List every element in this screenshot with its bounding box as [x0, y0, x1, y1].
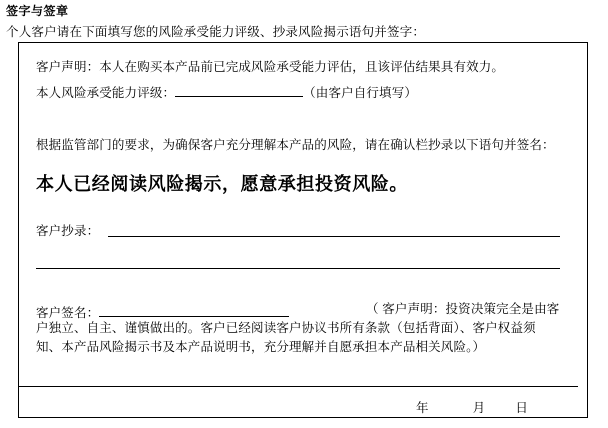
- intro-instruction: 个人客户请在下面填写您的风险承受能力评级、抄录风险揭示语句并签字：: [6, 25, 426, 39]
- confirm-paragraph: （ 客户声明：投资决策完全是由客户独立、自主、谨慎做出的。客户已经阅读客户协议书所有条款（包括背面）、客户权益须知、本产品风险揭示书及本产品说明书，充分理解并自愿承担本产品相关风险。）: [36, 302, 560, 354]
- signature-label: 客户签名：: [36, 306, 100, 320]
- transcribe-label: 客户抄录：: [36, 224, 100, 238]
- transcribe-line-2[interactable]: [36, 268, 560, 269]
- date-day-label: 日: [515, 401, 528, 415]
- transcribe-row: [36, 222, 99, 240]
- date-year-label: 年: [416, 401, 429, 415]
- customer-declaration-line: 客户声明：本人在购买本产品前已完成风险承受能力评估，且该评估结果具有效力。: [36, 60, 505, 74]
- transcribe-instruction-line: 根据监管部门的要求，为确保客户充分理解本产品的风险，请在确认栏抄录以下语句并签名：: [36, 138, 555, 152]
- transcribe-line-1[interactable]: [108, 236, 560, 237]
- risk-rating-row: [36, 82, 417, 102]
- page-title: 签字与签章: [6, 4, 69, 18]
- box-divider: [18, 386, 578, 387]
- risk-statement-bold: 本人已经阅读风险揭示，愿意承担投资风险。: [36, 174, 408, 194]
- date-row[interactable]: [416, 398, 528, 416]
- date-month-label: 月: [472, 401, 486, 415]
- risk-rating-label: 本人风险承受能力评级：: [36, 86, 176, 100]
- risk-rating-note: （由客户自行填写）: [303, 86, 418, 100]
- signature-box-content: [36, 54, 576, 414]
- risk-rating-input[interactable]: [175, 82, 303, 97]
